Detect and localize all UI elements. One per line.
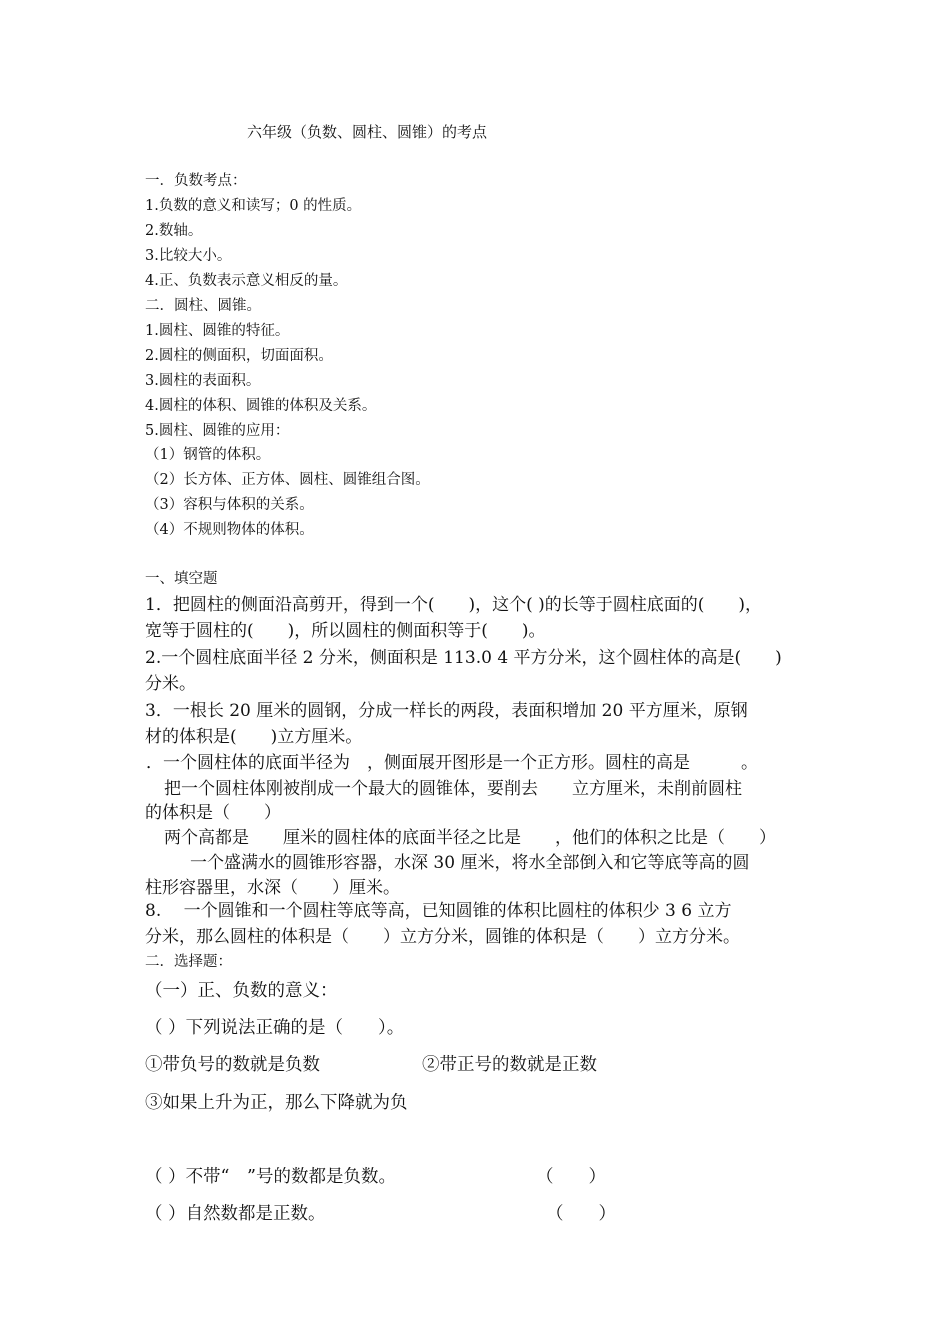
list-item: 1.负数的意义和读写；0 的性质。 (145, 198, 362, 214)
question-text: 1．把圆柱的侧面沿高剪开，得到一个( )，这个( )的长等于圆柱底面的( )， (145, 595, 763, 615)
section-heading: 二．选择题： (145, 954, 232, 970)
question-text: 把一个圆柱体刚被削成一个最大的圆锥体，要削去 立方厘米，未削前圆柱 (164, 779, 742, 799)
section-heading: 二．圆柱、圆锥。 (145, 298, 261, 314)
sub-item: （4）不规则物体的体积。 (145, 522, 314, 538)
question-text: ．一个圆柱体的底面半径为 ，侧面展开图形是一个正方形。圆柱的高是 。 (146, 753, 758, 773)
question-text: 材的体积是( )立方厘米。 (145, 727, 363, 747)
list-item: 5.圆柱、圆锥的应用： (145, 423, 290, 439)
list-item: 4.圆柱的体积、圆锥的体积及关系。 (145, 398, 377, 414)
list-item: 2.数轴。 (145, 223, 203, 239)
list-item: 3.比较大小。 (145, 248, 232, 264)
question-text: 宽等于圆柱的( )，所以圆柱的侧面积等于( )。 (145, 621, 546, 641)
question-text: 8. 一个圆锥和一个圆柱等底等高，已知圆锥的体积比圆柱的体积少 3 6 立方 (145, 901, 732, 921)
question-text: 分米。 (145, 674, 196, 694)
section-heading: 一、填空题 (145, 571, 218, 587)
question-text: 柱形容器里，水深（ ）厘米。 (145, 878, 400, 898)
sub-item: （1）钢管的体积。 (145, 447, 271, 463)
list-item: 3.圆柱的表面积。 (145, 373, 261, 389)
list-item: 1.圆柱、圆锥的特征。 (145, 323, 290, 339)
option-1: ①带负号的数就是负数 (145, 1055, 320, 1075)
question-text: 2.一个圆柱底面半径 2 分米，侧面积是 113.0 4 平方分米，这个圆柱体的高是( ) (145, 648, 782, 668)
question-text: （ ）下列说法正确的是（ ）。 (145, 1018, 405, 1038)
question-text: 3．一根长 20 厘米的圆钢，分成一样长的两段，表面积增加 20 平方厘米，原钢 (145, 701, 748, 721)
list-item: 4.正、负数表示意义相反的量。 (145, 273, 348, 289)
answer-paren: （ ） (536, 1167, 606, 1187)
judgment-item: （ ）不带“ ”号的数都是负数。 (145, 1167, 396, 1187)
section-heading: 一．负数考点： (145, 173, 247, 189)
page-title: 六年级（负数、圆柱、圆锥）的考点 (247, 123, 488, 141)
list-item: 2.圆柱的侧面积，切面面积。 (145, 348, 333, 364)
sub-item: （3）容积与体积的关系。 (145, 497, 314, 513)
answer-paren: （ ） (546, 1204, 616, 1224)
question-text: 分米，那么圆柱的体积是（ ）立方分米，圆锥的体积是（ ）立方分米。 (145, 927, 740, 947)
sub-item: （2）长方体、正方体、圆柱、圆锥组合图。 (145, 472, 430, 488)
option-3: ③如果上升为正，那么下降就为负 (145, 1093, 408, 1113)
option-2: ②带正号的数就是正数 (422, 1055, 597, 1075)
sub-heading: （一）正、负数的意义： (145, 981, 338, 1001)
question-text: 一个盛满水的圆锥形容器，水深 30 厘米，将水全部倒入和它等底等高的圆 (190, 853, 750, 873)
judgment-item: （ ）自然数都是正数。 (145, 1204, 326, 1224)
question-text: 的体积是（ ） (145, 803, 281, 823)
question-text: 两个高都是 厘米的圆柱体的底面半径之比是 ，他们的体积之比是（ ） (164, 828, 776, 848)
